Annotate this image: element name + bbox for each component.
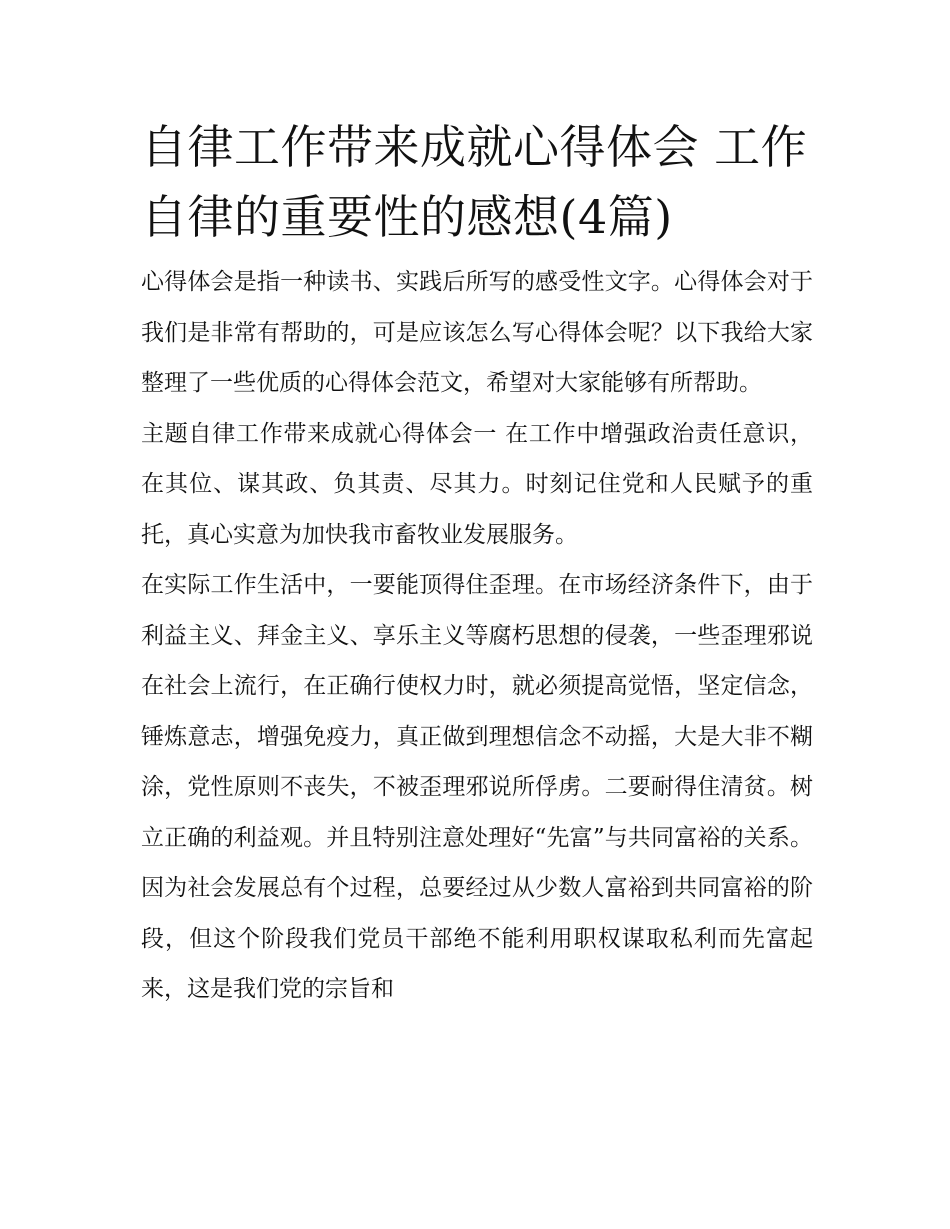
document-title: 自律工作带来成就心得体会 工作自律的重要性的感想(4篇) xyxy=(141,120,808,244)
intro-paragraph: 心得体会是指一种读书、实践后所写的感受性文字。心得体会对于我们是非常有帮助的，可是应该怎么写心得体会呢？以下我给大家整理了一些优质的心得体会范文，希望对大家能够有所帮助。 xyxy=(141,269,813,396)
theme-paragraph: 主题自律工作带来成就心得体会一 在工作中增强政治责任意识，在其位、谋其政、负其责、尽其力。时刻记住党和人民赋予的重托，真心实意为加快我市畜牧业发展服务。 xyxy=(141,420,813,548)
body-paragraph: 在实际工作生活中，一要能顶得住歪理。在市场经济条件下，由于利益主义、拜金主义、享乐主义等腐朽思想的侵袭，一些歪理邪说在社会上流行，在正确行使权力时，就必须提高觉悟，坚定信念，锤炼意志，增强免疫力，真正做到理想信念不动摇，大是大非不糊涂，党性原则不丧失，不被歪理邪说所俘虏。二要耐得住清贫。树立正确的利益观。并且特别注意处理好“先富”与共同富裕的关系。因为社会发展总有个过程，总要经过从少数人富裕到共同富裕的阶段，但这个阶段我们党员干部绝不能利用职权谋取私利而先富起来，这是我们党的宗旨和 xyxy=(141,572,813,1002)
document-body xyxy=(141,112,813,1015)
